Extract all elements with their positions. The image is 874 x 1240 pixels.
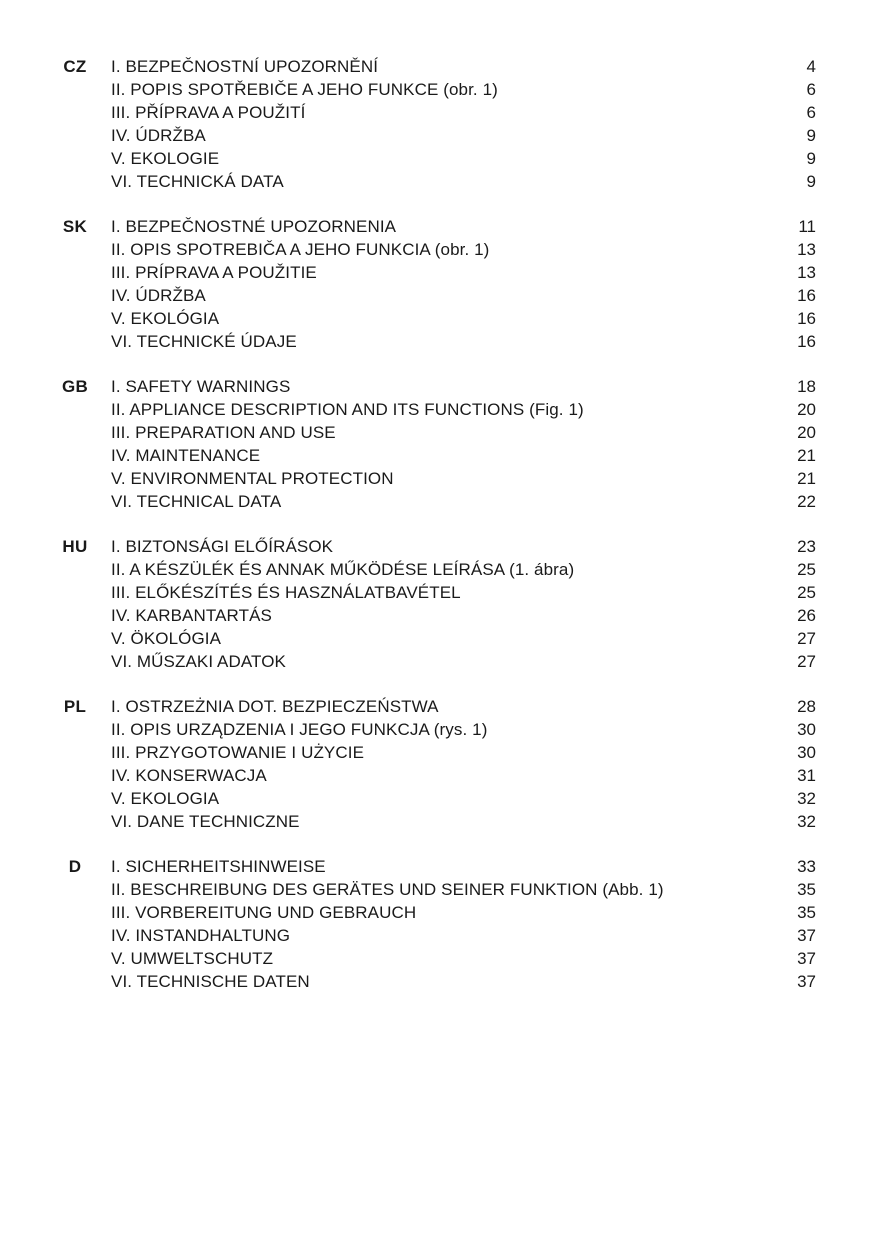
toc-entry[interactable]: [0, 330, 874, 353]
toc-section-hu: [0, 535, 874, 673]
toc-entry-page: 16: [797, 332, 816, 351]
toc-entry[interactable]: [0, 124, 874, 147]
toc-entry-page: 23: [797, 537, 816, 556]
toc-entry[interactable]: [0, 741, 874, 764]
toc-entry[interactable]: [0, 855, 874, 878]
toc-entry-title: VI. TECHNICAL DATA: [111, 492, 282, 511]
toc-entry-title: VI. MŰSZAKI ADATOK: [111, 652, 286, 671]
toc-entry-title: III. PŘÍPRAVA A POUŽITÍ: [111, 103, 306, 122]
toc-entry[interactable]: [0, 398, 874, 421]
toc-entry-page: 35: [797, 880, 816, 899]
toc-entry[interactable]: [0, 787, 874, 810]
toc-entry-page: 18: [797, 377, 816, 396]
language-code: SK: [62, 217, 88, 236]
toc-entry-title: III. PRÍPRAVA A POUŽITIE: [111, 263, 317, 282]
toc-entry-title: VI. TECHNICKÉ ÚDAJE: [111, 332, 297, 351]
toc-entry-page: 26: [797, 606, 816, 625]
toc-entry[interactable]: [0, 55, 874, 78]
toc-entry-page: 32: [797, 789, 816, 808]
toc-entry[interactable]: [0, 535, 874, 558]
toc-entry-page: 37: [797, 972, 816, 991]
toc-entry[interactable]: [0, 970, 874, 993]
toc-entry-list: [0, 695, 874, 833]
toc-entry-title: I. SICHERHEITSHINWEISE: [111, 857, 326, 876]
toc-entry[interactable]: [0, 261, 874, 284]
toc-entry-title: V. ENVIRONMENTAL PROTECTION: [111, 469, 394, 488]
toc-entry[interactable]: [0, 284, 874, 307]
toc-entry-page: 27: [797, 652, 816, 671]
table-of-contents: [0, 55, 874, 1015]
toc-entry-page: 16: [797, 286, 816, 305]
toc-entry-page: 4: [806, 57, 816, 76]
toc-entry-list: [0, 535, 874, 673]
toc-entry-page: 11: [798, 217, 816, 236]
toc-entry-title: V. EKOLÓGIA: [111, 309, 220, 328]
toc-entry-page: 13: [797, 263, 816, 282]
toc-entry-title: V. ÖKOLÓGIA: [111, 629, 222, 648]
toc-entry-title: VI. TECHNICKÁ DATA: [111, 172, 284, 191]
toc-entry[interactable]: [0, 558, 874, 581]
toc-entry[interactable]: [0, 947, 874, 970]
toc-entry-title: IV. INSTANDHALTUNG: [111, 926, 291, 945]
toc-entry-title: II. POPIS SPOTŘEBIČE A JEHO FUNKCE (obr. 1): [111, 80, 498, 99]
toc-entry-title: II. OPIS URZĄDZENIA I JEGO FUNKCJA (rys. 1): [111, 720, 488, 739]
toc-entry-page: 20: [797, 423, 816, 442]
toc-entry-title: III. VORBEREITUNG UND GEBRAUCH: [111, 903, 417, 922]
toc-entry-page: 9: [806, 172, 816, 191]
toc-entry[interactable]: [0, 467, 874, 490]
toc-entry-page: 9: [806, 149, 816, 168]
toc-entry[interactable]: [0, 78, 874, 101]
language-code: HU: [62, 537, 88, 556]
toc-entry[interactable]: [0, 444, 874, 467]
toc-entry[interactable]: [0, 490, 874, 513]
toc-entry-page: 25: [797, 560, 816, 579]
toc-entry-title: IV. ÚDRŽBA: [111, 286, 206, 305]
toc-entry[interactable]: [0, 375, 874, 398]
toc-entry-page: 9: [806, 126, 816, 145]
toc-entry[interactable]: [0, 147, 874, 170]
toc-entry-title: IV. KARBANTARTÁS: [111, 606, 272, 625]
toc-entry-title: I. BEZPEČNOSTNÉ UPOZORNENIA: [111, 217, 397, 236]
toc-entry-page: 21: [797, 469, 816, 488]
toc-entry-page: 27: [797, 629, 816, 648]
toc-entry-page: 16: [797, 309, 816, 328]
toc-entry-page: 25: [797, 583, 816, 602]
toc-entry-list: [0, 215, 874, 353]
toc-entry-title: III. PRZYGOTOWANIE I UŻYCIE: [111, 743, 365, 762]
toc-entry-list: [0, 55, 874, 193]
toc-entry[interactable]: [0, 581, 874, 604]
toc-entry-page: 13: [797, 240, 816, 259]
toc-entry-title: I. OSTRZEŻNIA DOT. BEZPIECZEŃSTWA: [111, 697, 439, 716]
language-code: PL: [63, 697, 87, 716]
toc-entry-page: 30: [797, 743, 816, 762]
toc-entry-title: IV. ÚDRŽBA: [111, 126, 206, 145]
language-code: GB: [61, 377, 89, 396]
toc-entry-title: IV. KONSERWACJA: [111, 766, 267, 785]
toc-entry[interactable]: [0, 810, 874, 833]
toc-entry[interactable]: [0, 901, 874, 924]
toc-entry-title: II. A KÉSZÜLÉK ÉS ANNAK MŰKÖDÉSE LEÍRÁSA (1. ábra): [111, 560, 575, 579]
toc-entry[interactable]: [0, 170, 874, 193]
toc-entry-page: 33: [797, 857, 816, 876]
toc-section-pl: [0, 695, 874, 833]
toc-entry-title: V. UMWELTSCHUTZ: [111, 949, 274, 968]
toc-entry[interactable]: [0, 604, 874, 627]
toc-entry[interactable]: [0, 695, 874, 718]
toc-entry-title: II. APPLIANCE DESCRIPTION AND ITS FUNCTIONS (Fig. 1): [111, 400, 584, 419]
toc-entry[interactable]: [0, 650, 874, 673]
toc-entry-page: 22: [797, 492, 816, 511]
toc-entry-title: I. SAFETY WARNINGS: [111, 377, 291, 396]
toc-entry-page: 31: [797, 766, 816, 785]
toc-entry[interactable]: [0, 627, 874, 650]
toc-entry[interactable]: [0, 718, 874, 741]
toc-entry-title: I. BEZPEČNOSTNÍ UPOZORNĚNÍ: [111, 57, 379, 76]
toc-section-sk: [0, 215, 874, 353]
toc-entry-title: III. PREPARATION AND USE: [111, 423, 336, 442]
toc-entry-list: [0, 855, 874, 993]
toc-entry[interactable]: [0, 101, 874, 124]
toc-entry-title: II. BESCHREIBUNG DES GERÄTES UND SEINER FUNKTION (Abb. 1): [111, 880, 664, 899]
toc-entry-list: [0, 375, 874, 513]
toc-entry[interactable]: [0, 878, 874, 901]
toc-entry-page: 32: [797, 812, 816, 831]
toc-entry-title: II. OPIS SPOTREBIČA A JEHO FUNKCIA (obr. 1): [111, 240, 490, 259]
toc-entry-title: V. EKOLOGIA: [111, 789, 220, 808]
toc-entry-title: III. ELŐKÉSZÍTÉS ÉS HASZNÁLATBAVÉTEL: [111, 583, 461, 602]
toc-section-gb: [0, 375, 874, 513]
toc-entry-page: 6: [806, 80, 816, 99]
toc-entry-page: 35: [797, 903, 816, 922]
toc-entry-page: 20: [797, 400, 816, 419]
toc-entry-title: VI. TECHNISCHE DATEN: [111, 972, 310, 991]
toc-entry-page: 6: [806, 103, 816, 122]
toc-entry[interactable]: [0, 764, 874, 787]
toc-section-cz: [0, 55, 874, 193]
toc-entry-title: I. BIZTONSÁGI ELŐÍRÁSOK: [111, 537, 334, 556]
toc-entry[interactable]: [0, 924, 874, 947]
toc-entry-page: 21: [797, 446, 816, 465]
language-code: CZ: [63, 57, 87, 76]
toc-entry-page: 30: [797, 720, 816, 739]
toc-entry-title: VI. DANE TECHNICZNE: [111, 812, 300, 831]
toc-entry[interactable]: [0, 421, 874, 444]
toc-entry-page: 37: [797, 949, 816, 968]
toc-entry-title: IV. MAINTENANCE: [111, 446, 261, 465]
toc-entry-page: 37: [797, 926, 816, 945]
toc-entry[interactable]: [0, 215, 874, 238]
toc-entry-page: 28: [797, 697, 816, 716]
toc-entry[interactable]: [0, 307, 874, 330]
toc-entry[interactable]: [0, 238, 874, 261]
language-code: D: [68, 857, 82, 876]
toc-section-d: [0, 855, 874, 993]
toc-entry-title: V. EKOLOGIE: [111, 149, 220, 168]
